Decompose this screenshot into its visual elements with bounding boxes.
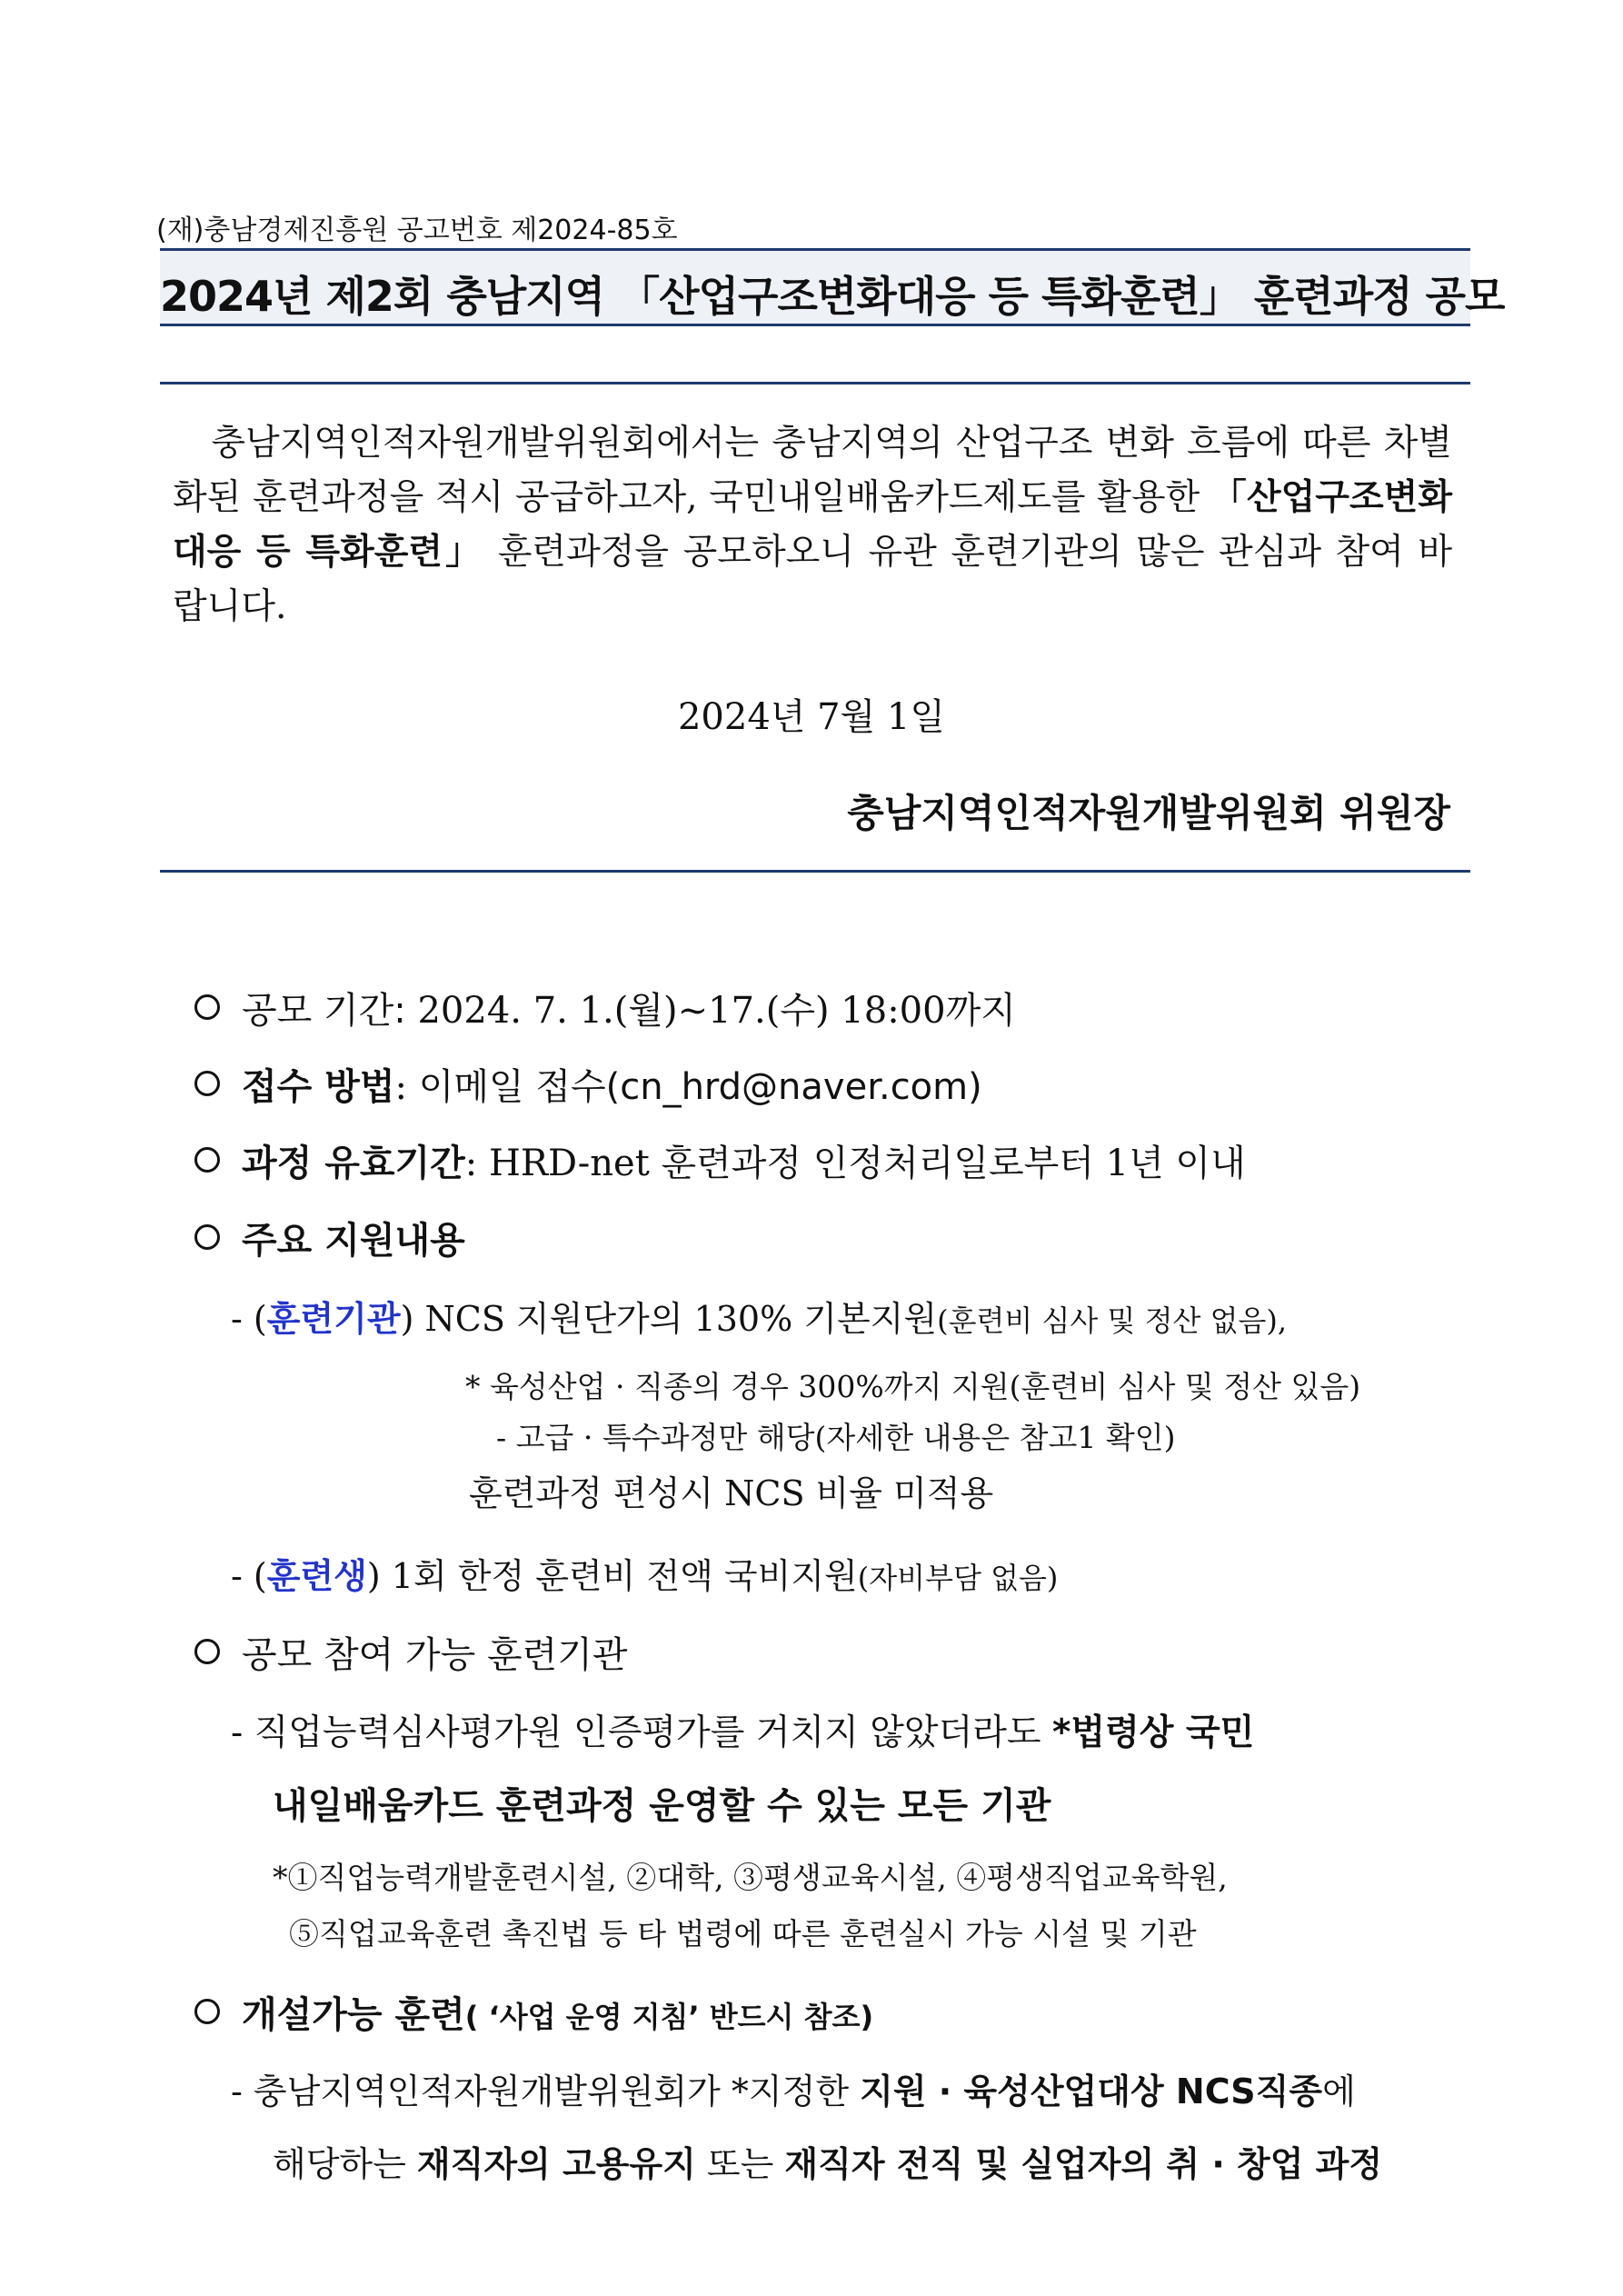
courses-line2-bold-1: 재직자의 고용유지 [416,2144,696,2184]
courses-line2-mid: 또는 [695,2144,785,2184]
validity-label: 과정 유효기간 [242,1143,465,1184]
notice-number: (재)충남경제진흥원 공고번호 제2024-85호 [156,215,678,246]
validity-value: HRD-net 훈련과정 인정처리일로부터 1년 이내 [477,1143,1246,1184]
item-validity [194,1134,1246,1186]
courses-line2-text: 해당하는 [273,2144,417,2184]
eligible-line1-bold: *법령상 국민 [1052,1712,1255,1753]
courses-line1-end: 에 [1322,2071,1356,2111]
divider-top [160,382,1470,384]
support-inst-small: (훈련비 심사 및 정산 없음), [937,1303,1288,1338]
support-inst-text: ) NCS 지원단가의 130% 기본지원 [400,1299,938,1339]
item-courses [194,1986,873,2038]
eligible-line-2: 내일배움카드 훈련과정 운영할 수 있는 모든 기관 [273,1785,1051,1827]
support-label: 주요 지원내용 [242,1220,465,1262]
support-note-1: * 육성산업 · 직종의 경우 300%까지 지원(훈련비 심사 및 정산 있음) [465,1369,1361,1404]
support-trainee-small: (자비부담 없음) [857,1561,1059,1595]
item-eligible [194,1626,628,1678]
circle-bullet-icon [194,994,220,1020]
support-inst-tag: 훈련기관 [266,1299,401,1339]
courses-line-1 [231,2063,1356,2113]
item-period [194,982,1016,1033]
courses-line1-bold: 지원 · 육성산업대상 NCS직종 [860,2071,1323,2111]
circle-bullet-icon [194,1147,220,1173]
support-trainee-text: ) 1회 한정 훈련비 전액 국비지원 [366,1556,858,1596]
support-note-2: - 고급 · 특수과정만 해당(자세한 내용은 참고1 확인) [496,1420,1176,1455]
method-value: 이메일 접수 [406,1066,606,1108]
validity-colon: : [464,1143,478,1184]
method-email: (cn_hrd@naver.com) [605,1066,982,1108]
courses-label: 개설가능 훈련 [242,1994,465,2036]
period-label: 공모 기간: [242,990,406,1032]
eligible-label: 공모 참여 가능 훈련기관 [242,1634,628,1676]
intro-paragraph [173,416,1452,634]
courses-label-small: ( ‘사업 운영 지침’ 반드시 참조) [464,2000,874,2034]
courses-line-2 [273,2136,1382,2186]
period-value: 2024. 7. 1.(월)~17.(수) 18:00까지 [405,990,1016,1032]
item-method [194,1058,982,1110]
intro-bold: 「산업구조변화대응 등 특화훈련」 [173,477,1452,573]
eligible-line1-text: - 직업능력심사평가원 인증평가를 거치지 않았더라도 [231,1712,1052,1753]
support-trainee-prefix: - ( [231,1556,267,1596]
courses-line2-bold-2: 재직자 전직 및 실업자의 취 · 창업 과정 [784,2144,1383,2184]
support-note-3: 훈련과정 편성시 NCS 비율 미적용 [469,1473,994,1513]
circle-bullet-icon [194,1071,220,1096]
item-support [194,1212,465,1263]
circle-bullet-icon [194,1999,220,2024]
notice-date: 2024년 7월 1일 [677,696,946,738]
eligible-note-2: ⑤직업교육훈련 촉진법 등 타 법령에 따른 훈련실시 가능 시설 및 기관 [289,1916,1197,1952]
support-inst-prefix: - ( [231,1299,267,1339]
support-institution-line [231,1291,1287,1341]
support-trainee-line [231,1548,1058,1598]
eligible-line-1 [231,1704,1254,1755]
courses-line1-text: - 충남지역인적자원개발위원회가 *지정한 [231,2071,861,2111]
method-colon: : [394,1066,407,1108]
eligible-note-1: *①직업능력개발훈련시설, ②대학, ③평생교육시설, ④평생직업교육학원, [273,1860,1228,1895]
signer: 충남지역인적자원개발위원회 위원장 [847,791,1450,835]
method-label: 접수 방법 [242,1066,395,1108]
support-trainee-tag: 훈련생 [266,1556,367,1596]
divider-bottom [160,870,1470,873]
intro-text-1: 충남지역인적자원개발위원회에서는 충남지역의 산업구조 변화 흐름에 따른 차별화된 훈련과정을 적시 공급하고자, 국민내일배움카드제도를 활용한 [173,423,1452,518]
circle-bullet-icon [194,1639,220,1664]
page-title: 2024년 제2회 충남지역 「산업구조변화대응 등 특화훈련」 훈련과정 공모 [160,272,1505,321]
intro-text-2: 훈련과정을 공모하오니 유관 훈련기관의 많은 관심과 참여 바랍니다. [173,532,1453,627]
title-box [160,248,1505,326]
circle-bullet-icon [194,1224,220,1250]
